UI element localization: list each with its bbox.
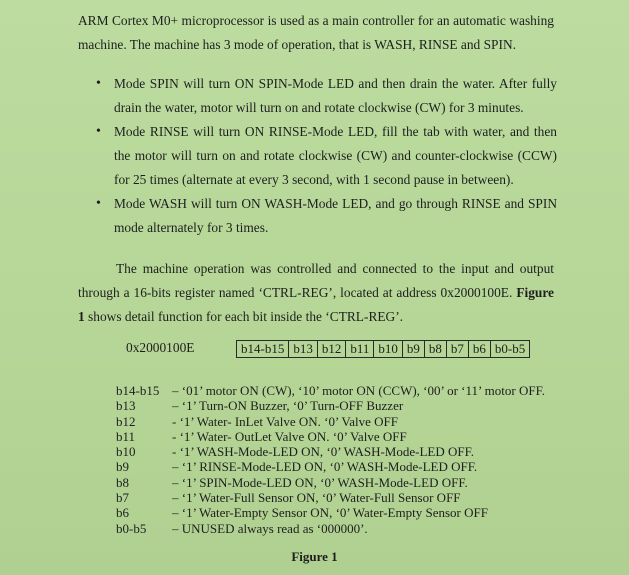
bit-name: b11 [116,428,136,444]
bit-name: b9 [116,459,129,475]
bit-row [116,383,545,398]
bit-row [116,459,545,474]
list-item: • Mode SPIN will turn ON SPIN-Mode LED and then drain the water. After fully drain the water, motor will turn on and rotate clockwise (CW) for 3 minutes. [96,72,557,120]
register-cell: b8 [424,341,446,358]
register-address: 0x2000100E [126,340,195,355]
register-bit-table [236,340,530,358]
bit-description: - ‘1’ Water- InLet Valve ON. ‘0’ Valve OFF [172,413,399,429]
bit-row [116,429,545,444]
bit-name: b10 [116,444,136,460]
bit-description: – ‘1’ Water-Full Sensor ON, ‘0’ Water-Full Sensor OFF [172,490,461,506]
bit-description: – UNUSED always read as ‘000000’. [172,520,368,536]
bit-row [116,490,545,505]
bit-definitions [116,383,545,536]
list-item: • Mode WASH will turn ON WASH-Mode LED, and go through RINSE and SPIN mode alternately for 3 times. [96,192,557,240]
operation-paragraph [78,257,554,329]
bit-name: b7 [116,490,129,506]
register-cell: b13 [289,341,318,358]
bit-description: - ‘1’ Water- OutLet Valve ON. ‘0’ Valve OFF [172,428,407,444]
bit-description: - ‘1’ WASH-Mode-LED ON, ‘0’ WASH-Mode-LED OFF. [172,444,475,460]
bit-name: b6 [116,505,129,521]
intro-paragraph: ARM Cortex M0+ microprocessor is used as a main controller for an automatic washing machine. The machine has 3 mode of operation, that is WASH, RINSE and SPIN. [78,13,554,52]
operation-text-start: The machine operation was controlled and connected to the input and output through a 16-bits register named ‘CTRL-REG’, located at address 0x2000100E. [78,261,554,300]
bit-row [116,521,545,536]
register-cell: b7 [446,341,468,358]
bit-description: – ‘1’ SPIN-Mode-LED ON, ‘0’ WASH-Mode-LED OFF. [172,474,468,490]
bit-name: b14-b15 [116,383,160,398]
table-row [237,341,530,358]
figure-reference: Figure 1 [78,285,554,324]
bit-name: b0-b5 [116,520,147,536]
register-cell: b6 [468,341,490,358]
figure-caption: Figure 1 [291,549,338,564]
register-cell: b10 [374,341,403,358]
bit-name: b12 [116,413,136,429]
bit-description: – ‘01’ motor ON (CW), ‘10’ motor ON (CCW), ‘00’ or ‘11’ motor OFF. [172,383,546,398]
register-cell: b0-b5 [490,341,529,358]
bit-description: – ‘1’ Turn-ON Buzzer, ‘0’ Turn-OFF Buzzer [172,398,404,414]
register-cell: b12 [317,341,346,358]
bit-row [116,444,545,459]
mode-list [96,72,557,240]
bit-name: b8 [116,474,129,490]
bit-row [116,398,545,413]
bit-description: – ‘1’ Water-Empty Sensor ON, ‘0’ Water-Empty Sensor OFF [172,505,488,521]
register-cell: b14-b15 [237,341,289,358]
list-item: • Mode RINSE will turn ON RINSE-Mode LED, fill the tab with water, and then the motor will turn on and rotate clockwise (CW) and counter-clockwise (CCW) for 25 times (alternate at every 3 second, with 1 second pause in between). [96,120,557,192]
register-cell: b11 [346,341,374,358]
register-cell: b9 [402,341,424,358]
bit-row [116,475,545,490]
bit-row [116,414,545,429]
bit-description: – ‘1’ RINSE-Mode-LED ON, ‘0’ WASH-Mode-LED OFF. [172,459,478,475]
operation-text-end: shows detail function for each bit inside the ‘CTRL-REG’. [84,309,404,324]
bit-row [116,505,545,520]
bit-name: b13 [116,398,136,414]
